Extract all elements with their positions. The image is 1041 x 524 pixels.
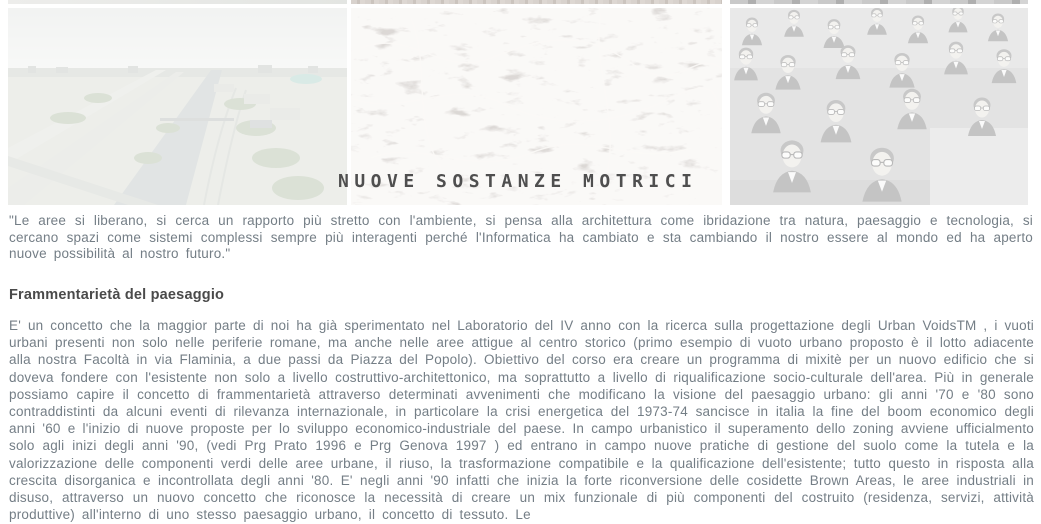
section-heading: Frammentarietà del paesaggio — [9, 287, 225, 303]
intro-quote: "Le aree si liberano, si cerca un rapporto più stretto con l'ambiente, si pensa alla architettura come ibridazione tra natura, paesaggio e tecnologia, si cercano spazi come sistemi complessi sempre più interagenti perché l'Informatica ha cambiato e sta cambiando il nostro essere al mondo ed ha aperto nuove possibilità al nostro futuro." — [9, 213, 1033, 262]
page-title: NUOVE SOSTANZE MOTRICI — [338, 171, 698, 192]
audience-3d-glasses-photo — [730, 8, 1028, 205]
aerial-city-river-photo — [8, 8, 347, 205]
sliver-right-segment — [730, 0, 1028, 4]
section-body: E' un concetto che la maggior parte di noi ha già sperimentato nel Laboratorio del IV anno con la ricerca sulla progettazione degli Urban VoidsTM , i vuoti urbani presenti non solo nelle periferie romane, ma anche nelle aree attigue al centro storico (primo esempio di vuoto urbano proposto è il lotto adiacente alla nostra Facoltà in via Flaminia, a due passi da Piazza del Popolo). Obiettivo del corso era creare un programma di mixitè per un nuovo edificio che si doveva fondere con l'esistente non solo a livello costruttivo-architettonico, ma soprattutto a livello di riqualificazione socio-culturale dell'area. Più in generale possiamo capire il concetto di frammentarietà attraverso determinati avvenimenti che modificano la visione del paesaggio urbano: gli anni '70 e '80 sono contraddistinti da alcuni eventi di rilevanza internazionale, in particolare la crisi energetica del 1973-74 sancisce in italia la fine del boom economico degli anni '60 e l'inizio di nuove proposte per lo sviluppo economico-industriale del paese. In campo urbanistico il superamento dello zoning avviene ufficialmento solo agli inizi degli anni '90, (vedi Prg Prato 1996 e Prg Genova 1997 ) ed entrano in campo nuove pratiche di gestione del suolo come la tutela e la valorizzazione delle componenti verdi delle aree urbane, il riuso, la trasformazione compatibile e la qualificazione dell'esistente; tutto questo in risposta alla crescita disorganica e incontrollata degli anni '80. E' negli anni '90 infatti che inizia la forte riconversione delle cosidette Brown Areas, le aree industriali in disuso, attraverso un nuovo concetto che riconosce la necessità di creare un mix funzionale di più componenti del costruito (residenza, servizi, attività produttive) all'interno di uno stesso paesaggio urbano, il concetto di tessuto. Le — [9, 318, 1034, 523]
sliver-left-segment — [8, 0, 347, 4]
previous-row-image-sliver — [8, 0, 1028, 4]
sliver-middle-segment — [351, 0, 722, 4]
